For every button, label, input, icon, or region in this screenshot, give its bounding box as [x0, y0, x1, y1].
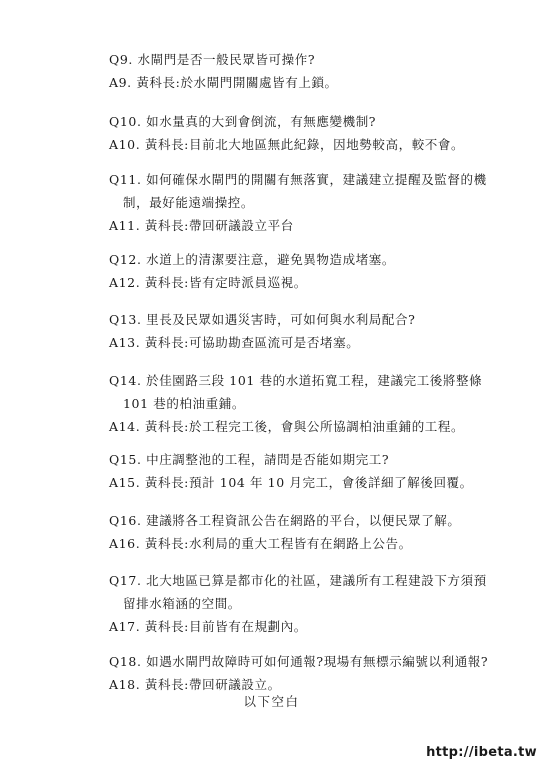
question-15: Q15. 中庄調整池的工程，請問是否能如期完工?: [109, 452, 390, 467]
question-18: Q18. 如遇水閘門故障時可如何通報?現場有無標示編號以利通報?: [109, 654, 489, 669]
answer-14: A14. 黃科長:於工程完工後，會與公所協調柏油重鋪的工程。: [109, 419, 465, 434]
question-14: Q14. 於佳園路三段 101 巷的水道拓寬工程，建議完工後將整條: [109, 373, 483, 388]
question-11-continued: 制，最好能遠端操控。: [123, 195, 255, 210]
qa-item-17: [109, 569, 509, 638]
qa-item-11: [109, 168, 509, 237]
question-12: Q12. 水道上的清潔要注意，避免異物造成堵塞。: [109, 252, 396, 267]
qa-item-16: [109, 509, 509, 555]
question-17-continued: 留排水箱涵的空間。: [123, 596, 241, 611]
question-9: Q9. 水閘門是否一般民眾皆可操作?: [109, 52, 316, 67]
qa-item-12: [109, 248, 509, 294]
end-of-document-note: 以下空白: [243, 694, 300, 709]
answer-11: A11. 黃科長:帶回研議設立平台: [109, 218, 294, 233]
answer-17: A17. 黃科長:目前皆有在規劃內。: [109, 619, 307, 634]
qa-item-9: [109, 48, 509, 94]
qa-item-18: [109, 650, 509, 696]
qa-item-14: [109, 369, 509, 438]
answer-13: A13. 黃科長:可協助勘查區流可是否堵塞。: [109, 335, 360, 350]
answer-9: A9. 黃科長:於水閘門開關處皆有上鎖。: [109, 75, 338, 90]
question-16: Q16. 建議將各工程資訊公告在網路的平台，以便民眾了解。: [109, 513, 461, 528]
answer-16: A16. 黃科長:水利局的重大工程皆有在網路上公告。: [109, 536, 412, 551]
answer-15: A15. 黃科長:預計 104 年 10 月完工，會後詳細了解後回覆。: [109, 475, 473, 490]
qa-item-10: [109, 110, 509, 156]
question-13: Q13. 里長及民眾如遇災害時，可如何與水利局配合?: [109, 312, 416, 327]
question-14-continued: 101 巷的柏油重鋪。: [123, 396, 245, 411]
qa-item-13: [109, 308, 509, 354]
question-17: Q17. 北大地區已算是都市化的社區，建議所有工程建設下方須預: [109, 573, 487, 588]
answer-10: A10. 黃科長:目前北大地區無此紀錄，因地勢較高，較不會。: [109, 137, 465, 152]
question-10: Q10. 如水量真的大到會倒流，有無應變機制?: [109, 114, 377, 129]
answer-18: A18. 黃科長:帶回研議設立。: [109, 677, 281, 692]
answer-12: A12. 黃科長:皆有定時派員巡視。: [109, 275, 307, 290]
question-11: Q11. 如何確保水閘門的開關有無落實，建議建立提醒及監督的機: [109, 172, 487, 187]
qa-item-15: [109, 448, 509, 494]
site-watermark: http://ibeta.tw: [426, 745, 537, 760]
